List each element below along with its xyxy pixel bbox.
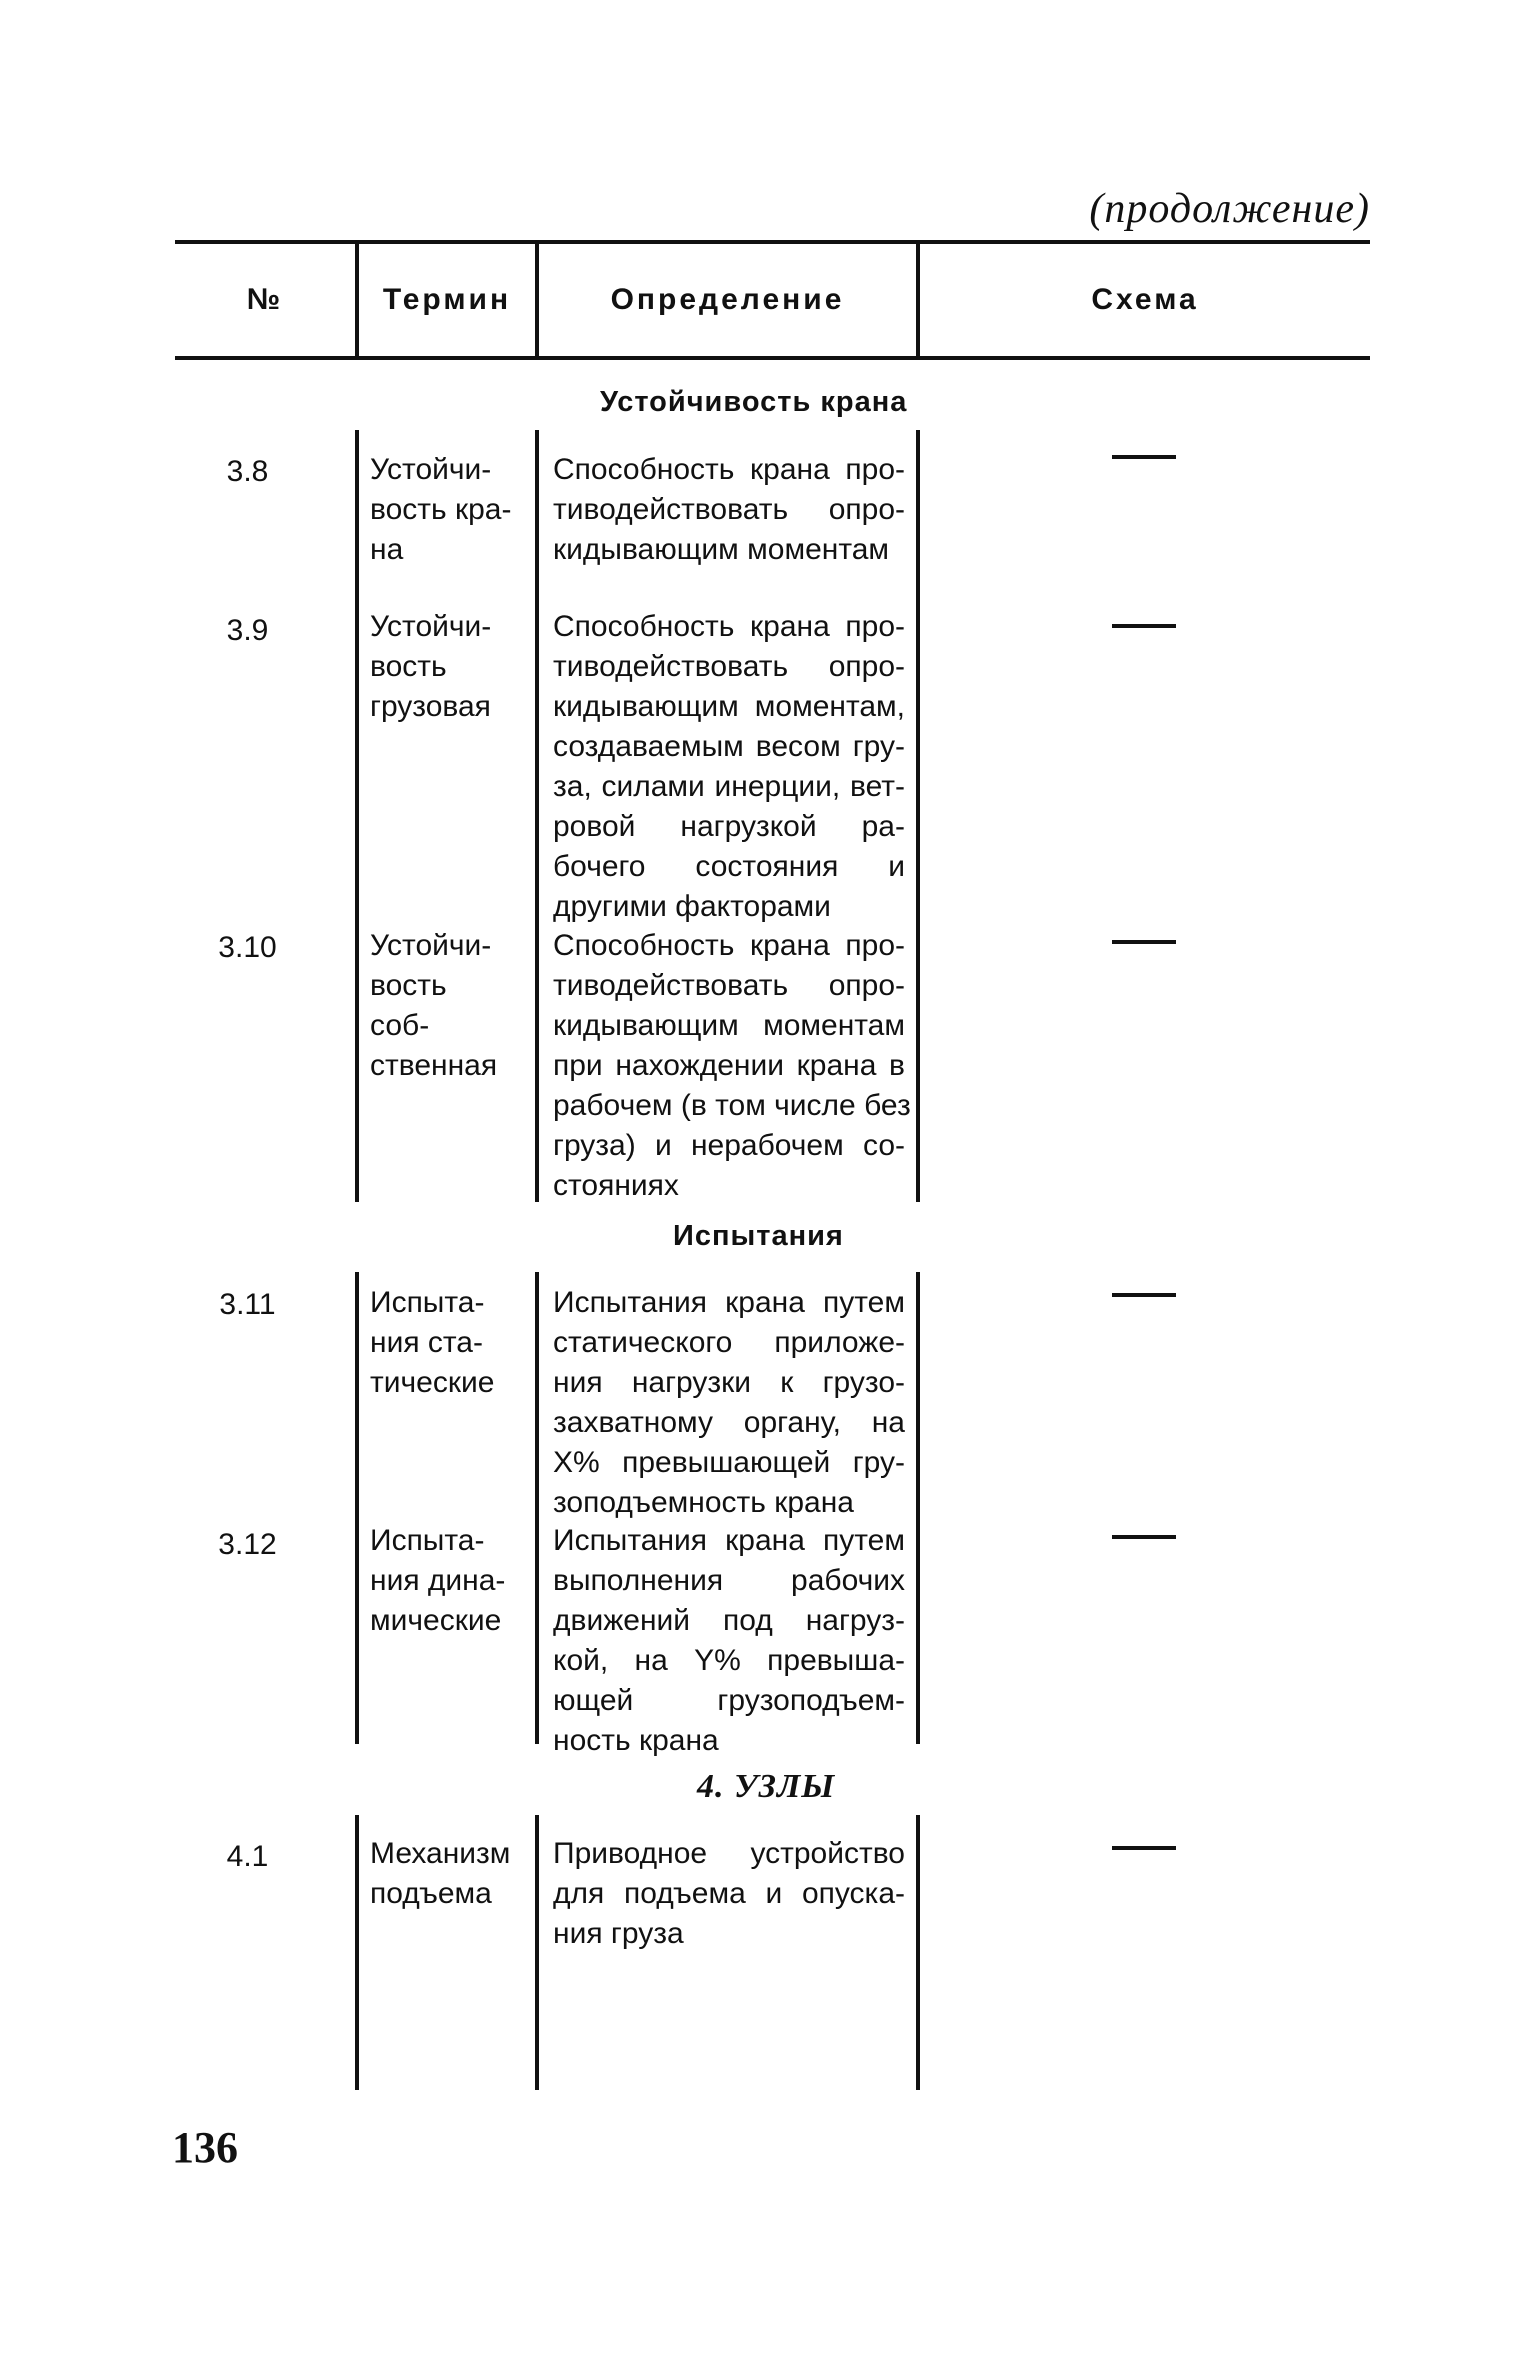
column-header-number: № [246,283,284,316]
row-number: 3.12 [218,1528,277,1561]
row-definition: Способность крана про- тиводействовать опро- кидывающим моментам, создаваемым весом гру- за, силами инерции, вет- ровой нагрузкой ра- бочего состояния и другими факторами [553,610,905,923]
scheme-dash [1112,1846,1176,1850]
section-title-stability: Устойчивость крана [600,386,908,418]
term-column-rule [355,1815,359,2090]
scheme-column-rule [916,1272,920,1744]
definition-column-rule [535,1272,539,1744]
column-header-definition: Определение [610,283,845,316]
row-definition: Способность крана про- тиводействовать опро- кидывающим моментам [553,453,905,566]
row-definition: Испытания крана путем выполнения рабочих движений под нагруз- кой, на Y% превыша- ющей грузоподъем- ность крана [553,1524,905,1757]
definition-column-rule [535,1815,539,2090]
section-title-tests: Испытания [673,1220,844,1252]
page-number: 136 [172,2123,238,2172]
row-number: 3.9 [226,614,269,647]
row-definition: Способность крана про- тиводействовать опро- кидывающим моментам при нахождении крана в рабочем (в том числе без груза) и нерабочем со- стояниях [553,929,911,1202]
row-definition: Испытания крана путем статического приложе- ния нагрузки к грузо- захватному органу, на X% превышающей гру- зоподъемность крана [553,1286,905,1519]
scheme-dash [1112,455,1176,459]
scheme-dash [1112,624,1176,628]
row-number: 4.1 [226,1840,269,1873]
term-column-rule [355,1272,359,1744]
row-term: Устойчи- вость грузовая [370,610,492,723]
scheme-dash [1112,1535,1176,1539]
row-definition: Приводное устройство для подъема и опуска- ния груза [553,1837,905,1950]
section-title-units: 4. УЗЛЫ [697,1768,836,1805]
row-term: Механизм подъема [370,1837,511,1910]
row-number: 3.11 [219,1288,276,1321]
term-column-rule [355,430,359,1202]
row-term: Устойчи- вость соб- ственная [370,929,498,1082]
continuation-label: (продолжение) [1089,186,1370,232]
row-number: 3.8 [226,455,269,488]
row-term: Испыта- ния ста- тические [370,1286,495,1399]
column-header-scheme: Схема [1091,283,1199,316]
row-term: Устойчи- вость кра- на [370,453,512,566]
column-header-term: Термин [382,283,512,316]
scheme-dash [1112,940,1176,944]
scheme-column-rule [916,430,920,1202]
scheme-column-rule [916,1815,920,2090]
row-number: 3.10 [218,931,277,964]
scheme-dash [1112,1293,1176,1297]
definition-column-rule [535,430,539,1202]
row-term: Испыта- ния дина- мические [370,1524,506,1637]
